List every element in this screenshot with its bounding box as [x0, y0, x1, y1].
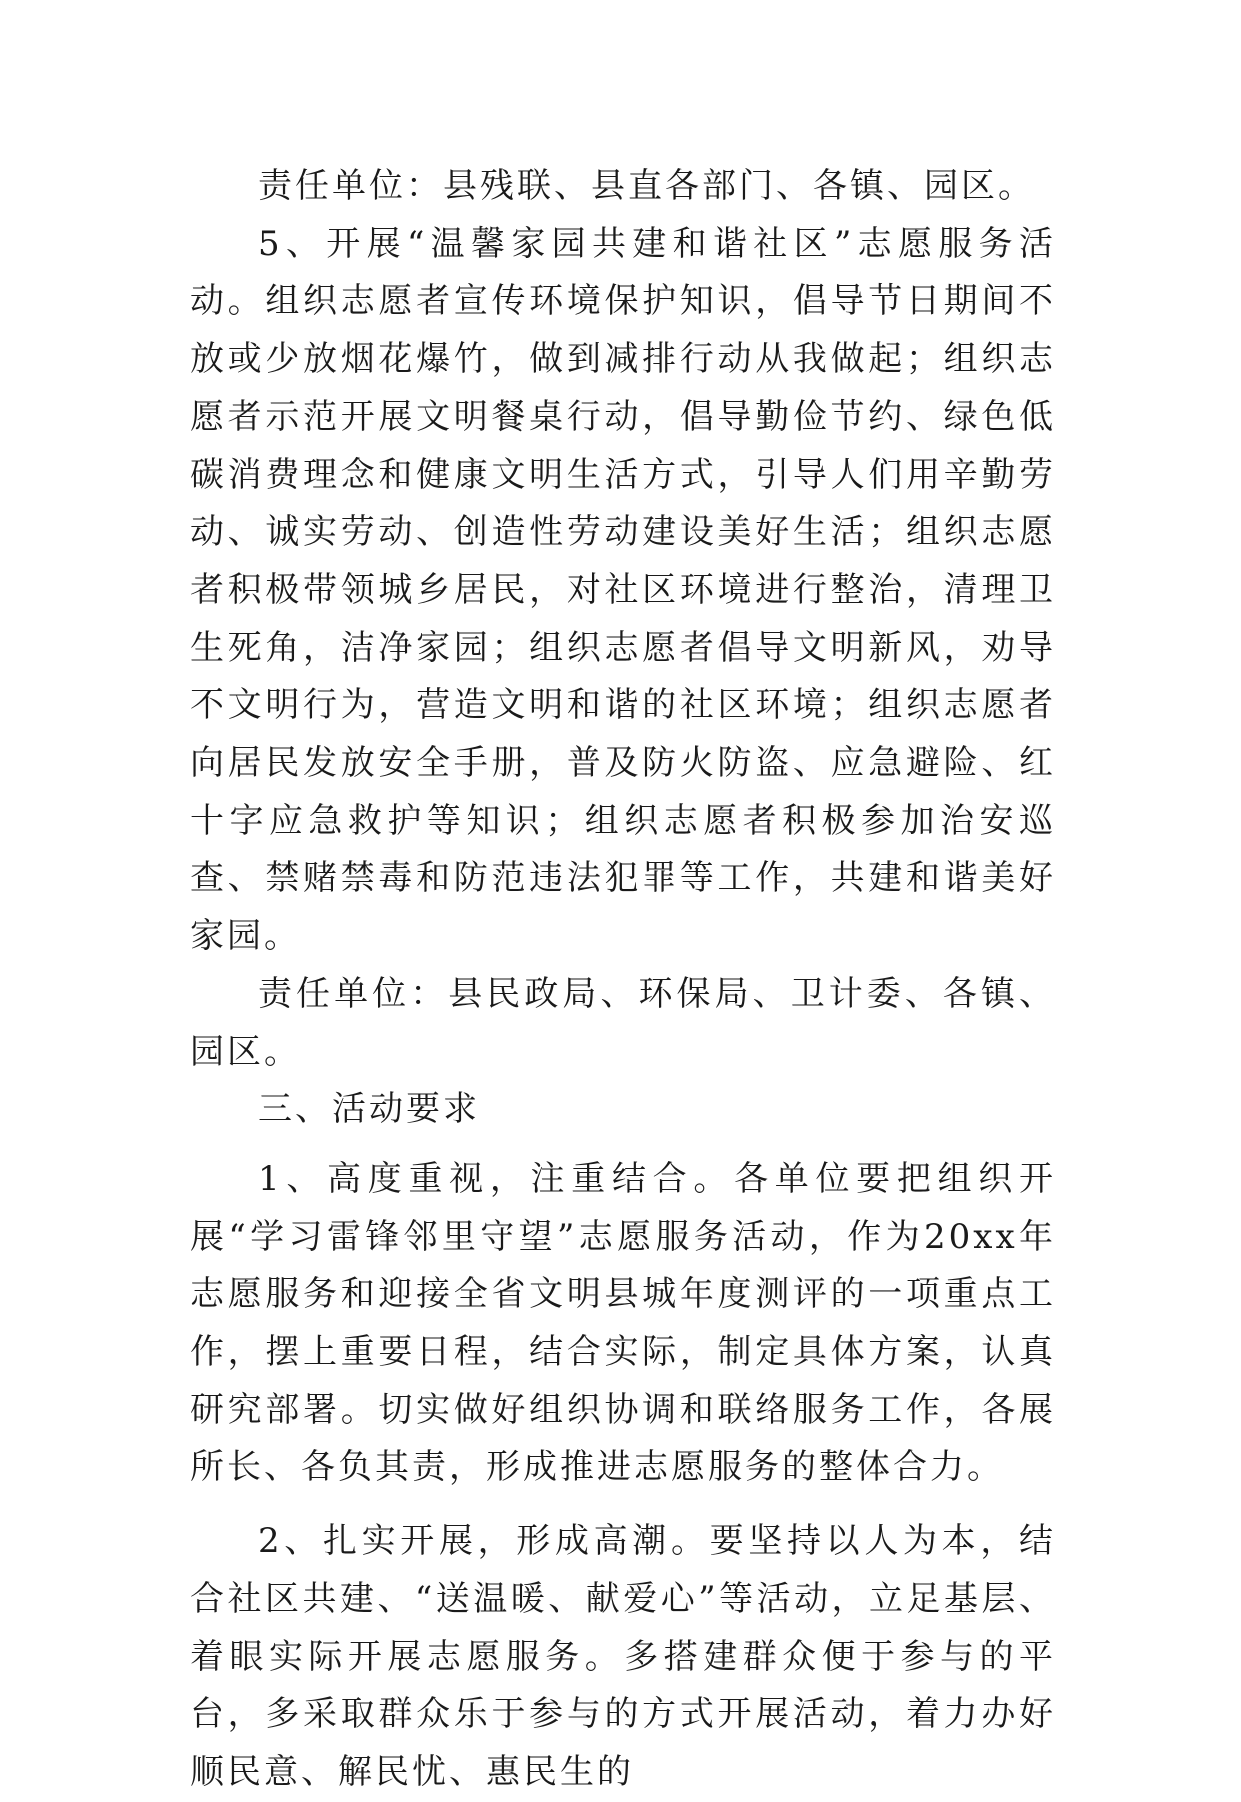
activity-5-paragraph: 5、开展“温馨家园共建和谐社区”志愿服务活动。组织志愿者宣传环境保护知识，倡导节日期间不放或少放烟花爆竹，做到减排行动从我做起；组织志愿者示范开展文明餐桌行动，倡导勤俭节约、绿色低碳消费理念和健康文明生活方式，引导人们用辛勤劳动、诚实劳动、创造性劳动建设美好生活；组织志愿者积极带领城乡居民，对社区环境进行整治，清理卫生死角，洁净家园；组织志愿者倡导文明新风，劝导不文明行为，营造文明和谐的社区环境；组织志愿者向居民发放安全手册，普及防火防盗、应急避险、红十字应急救护等知识；组织志愿者积极参加治安巡查、禁赌禁毒和防范违法犯罪等工作，共建和谐美好家园。: [190, 223, 1056, 957]
document-body: [190, 158, 1056, 1802]
requirement-1-paragraph: 1、高度重视，注重结合。各单位要把组织开展“学习雷锋邻里守望”志愿服务活动，作为20xx年志愿服务和迎接全省文明县城年度测评的一项重点工作，摆上重要日程，结合实际，制定具体方案，认真研究部署。切实做好组织协调和联络服务工作，各展所长、各负其责，形成推进志愿服务的整体合力。: [190, 1158, 1056, 1488]
requirement-2-paragraph: 2、扎实开展，形成高潮。要坚持以人为本，结合社区共建、“送温暖、献爱心”等活动，立足基层、着眼实际开展志愿服务。多搭建群众便于参与的平台，多采取群众乐于参与的方式开展活动，着力办好顺民意、解民忧、惠民生的: [190, 1521, 1056, 1792]
section-heading: 三、活动要求: [258, 1089, 480, 1130]
responsibility-paragraph: 责任单位：县民政局、环保局、卫计委、各镇、园区。: [190, 973, 1056, 1072]
responsibility-paragraph: 责任单位：县残联、县直各部门、各镇、园区。: [258, 166, 1035, 206]
